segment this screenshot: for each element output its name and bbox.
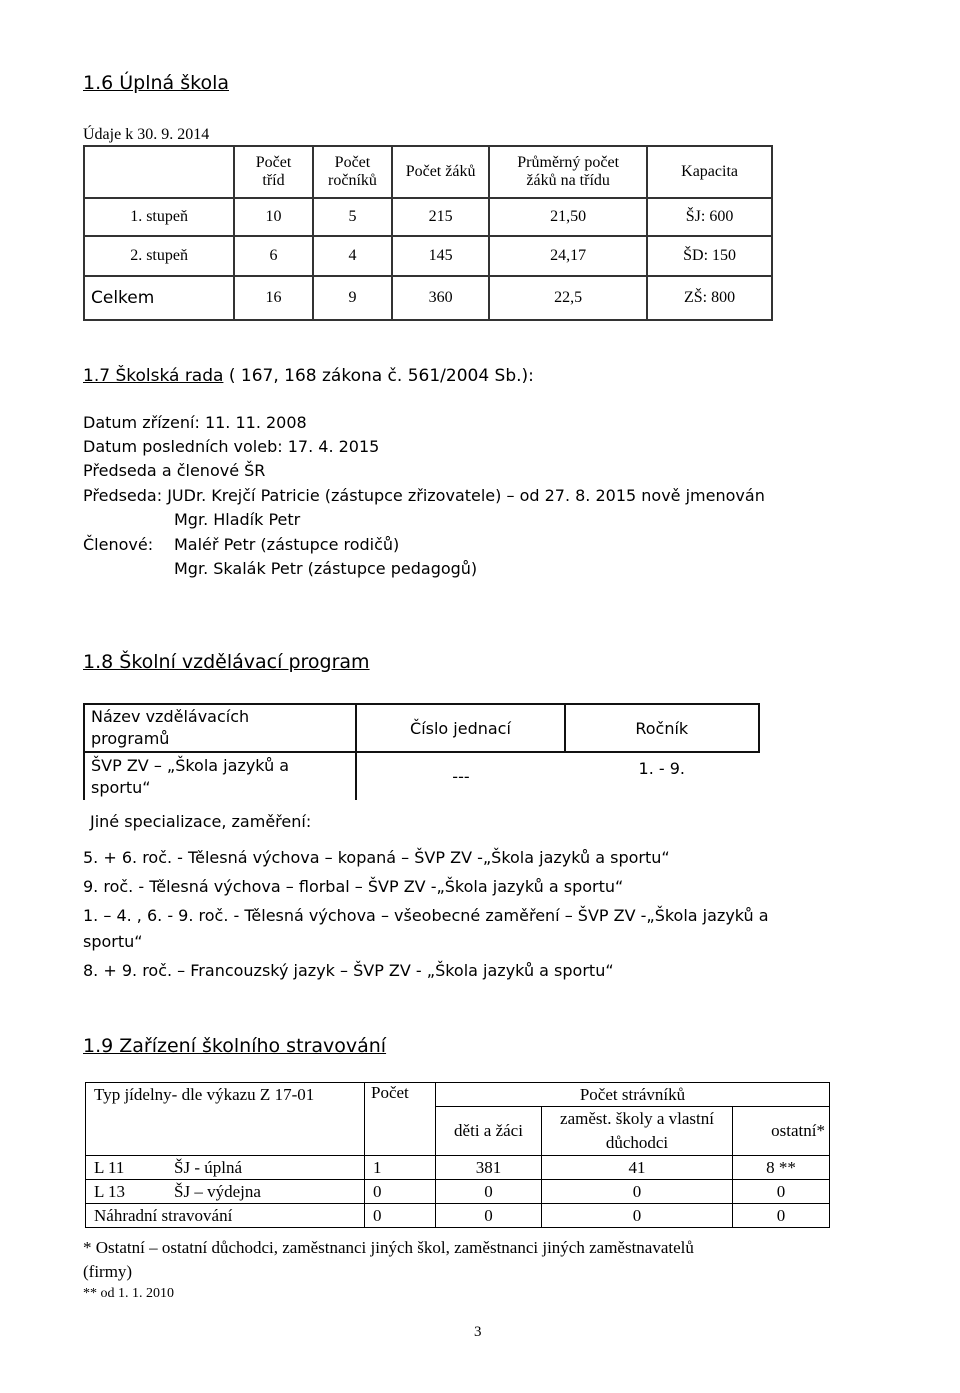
table-cell: ŠVP ZV – „Škola jazyků a sportu“ bbox=[84, 752, 356, 800]
table-header-cell: Ročník bbox=[565, 704, 759, 752]
table-row bbox=[84, 198, 772, 236]
council-chair-name: Mgr. Hladík Petr bbox=[174, 510, 301, 529]
table-row bbox=[86, 1156, 830, 1180]
specialization-item: 1. – 4. , 6. - 9. roč. - Tělesná výchova – všeobecné zaměření – ŠVP ZV -„Škola jazyků a bbox=[83, 906, 769, 925]
table-row bbox=[84, 236, 772, 276]
table-header-cell: Počet žáků bbox=[392, 146, 489, 198]
council-last-election: Datum posledních voleb: 17. 4. 2015 bbox=[83, 437, 380, 456]
section-1-6-heading: 1.6 Úplná škola bbox=[83, 72, 229, 94]
table-cell: 215 bbox=[392, 198, 489, 236]
table-cell: ŠJ – výdejna bbox=[174, 1180, 365, 1204]
specialization-item: 8. + 9. roč. – Francouzský jazyk – ŠVP ZV - „Škola jazyků a sportu“ bbox=[83, 961, 614, 980]
specialization-item: 9. roč. - Tělesná výchova – florbal – ŠVP ZV -„Škola jazyků a sportu“ bbox=[83, 877, 624, 896]
table-cell: 0 bbox=[733, 1180, 830, 1204]
table-cell: Celkem bbox=[84, 276, 234, 320]
table-cell: 5 bbox=[313, 198, 392, 236]
table-cell: 4 bbox=[313, 236, 392, 276]
table-cell: --- bbox=[452, 767, 470, 786]
table-cell: ŠJ: 600 bbox=[647, 198, 772, 236]
table-cell: 381 bbox=[436, 1156, 542, 1180]
table-cell: 21,50 bbox=[489, 198, 647, 236]
section-1-7-reference: ( 167, 168 zákona č. 561/2004 Sb.): bbox=[223, 366, 534, 386]
table-header-row bbox=[84, 704, 759, 752]
table-row bbox=[84, 752, 759, 800]
table-header-cell bbox=[84, 146, 234, 198]
table-header-cell: děti a žáci bbox=[436, 1107, 542, 1156]
table-cell: L 13 bbox=[86, 1180, 175, 1204]
council-member: Maléř Petr (zástupce rodičů) bbox=[174, 535, 400, 554]
table-row bbox=[84, 276, 772, 320]
table-cell: 24,17 bbox=[489, 236, 647, 276]
table-cell: 16 bbox=[234, 276, 313, 320]
table-cell: 8 ** bbox=[733, 1156, 830, 1180]
table-cell: 145 bbox=[392, 236, 489, 276]
table-header-cell: Průměrný počet žáků na třídu bbox=[489, 146, 647, 198]
table-header-cell: ostatní* bbox=[733, 1107, 830, 1156]
table-cell: 41 bbox=[542, 1156, 733, 1180]
page-number: 3 bbox=[474, 1324, 482, 1340]
data-date: Údaje k 30. 9. 2014 bbox=[83, 126, 210, 143]
council-founded: Datum zřízení: 11. 11. 2008 bbox=[83, 413, 307, 432]
table-cell: 2. stupeň bbox=[84, 236, 234, 276]
canteen-table bbox=[85, 1082, 830, 1228]
table-cell: 0 bbox=[436, 1204, 542, 1228]
table-header-cell: Počet tříd bbox=[234, 146, 313, 198]
section-1-8-heading: 1.8 Školní vzdělávací program bbox=[83, 651, 370, 673]
table-cell: Náhradní stravování bbox=[86, 1204, 365, 1228]
table-cell: 1. - 9. bbox=[638, 759, 686, 778]
table-row bbox=[86, 1204, 830, 1228]
table-header-cell: Název vzdělávacích programů bbox=[84, 704, 356, 752]
school-capacity-table bbox=[83, 145, 773, 321]
table-header-cell: Typ jídelny- dle výkazu Z 17-01 bbox=[86, 1083, 365, 1156]
council-member: Mgr. Skalák Petr (zástupce pedagogů) bbox=[174, 559, 478, 578]
specializations-label: Jiné specializace, zaměření: bbox=[90, 812, 312, 831]
section-1-7-heading bbox=[83, 366, 534, 386]
table-cell: 22,5 bbox=[489, 276, 647, 320]
table-cell: 9 bbox=[313, 276, 392, 320]
council-members-title: Předseda a členové ŠR bbox=[83, 461, 266, 480]
table-cell: 0 bbox=[733, 1204, 830, 1228]
table-row bbox=[86, 1180, 830, 1204]
table-cell: ŠJ - úplná bbox=[174, 1156, 365, 1180]
table-cell: 0 bbox=[542, 1204, 733, 1228]
table-cell: 0 bbox=[365, 1180, 436, 1204]
council-chair: Předseda: JUDr. Krejčí Patricie (zástupce zřizovatele) – od 27. 8. 2015 nově jmenován bbox=[83, 486, 765, 505]
specialization-item-continued: sportu“ bbox=[83, 932, 143, 951]
table-header-row bbox=[86, 1083, 830, 1107]
table-cell: 360 bbox=[392, 276, 489, 320]
table-cell: 6 bbox=[234, 236, 313, 276]
table-cell: 1 bbox=[365, 1156, 436, 1180]
table-cell: 1. stupeň bbox=[84, 198, 234, 236]
table-header-cell: Počet strávníků bbox=[436, 1083, 830, 1107]
section-1-7-title: 1.7 Školská rada bbox=[83, 366, 224, 386]
table-cell: 0 bbox=[542, 1180, 733, 1204]
table-header-cell: Počet ročníků bbox=[313, 146, 392, 198]
table-header-row bbox=[84, 146, 772, 198]
education-program-table bbox=[83, 703, 760, 800]
table-cell: 0 bbox=[365, 1204, 436, 1228]
section-1-9-heading: 1.9 Zařízení školního stravování bbox=[83, 1035, 387, 1057]
table-cell: ŠD: 150 bbox=[647, 236, 772, 276]
council-members-label: Členové: bbox=[83, 535, 154, 554]
table-cell: L 11 bbox=[86, 1156, 175, 1180]
footnote-others-continued: (firmy) bbox=[83, 1262, 133, 1281]
table-cell: 0 bbox=[436, 1180, 542, 1204]
specialization-item: 5. + 6. roč. - Tělesná výchova – kopaná – ŠVP ZV -„Škola jazyků a sportu“ bbox=[83, 848, 670, 867]
table-header-cell: Počet bbox=[365, 1083, 436, 1156]
footnote-others: * Ostatní – ostatní důchodci, zaměstnanci jiných škol, zaměstnanci jiných zaměstnavatelů bbox=[83, 1238, 694, 1257]
table-header-cell: Kapacita bbox=[647, 146, 772, 198]
table-header-cell: zaměst. školy a vlastní důchodci bbox=[542, 1107, 733, 1156]
table-cell: ZŠ: 800 bbox=[647, 276, 772, 320]
table-header-cell: Číslo jednací bbox=[356, 704, 564, 752]
table-cell: 10 bbox=[234, 198, 313, 236]
footnote-date: ** od 1. 1. 2010 bbox=[83, 1286, 174, 1301]
